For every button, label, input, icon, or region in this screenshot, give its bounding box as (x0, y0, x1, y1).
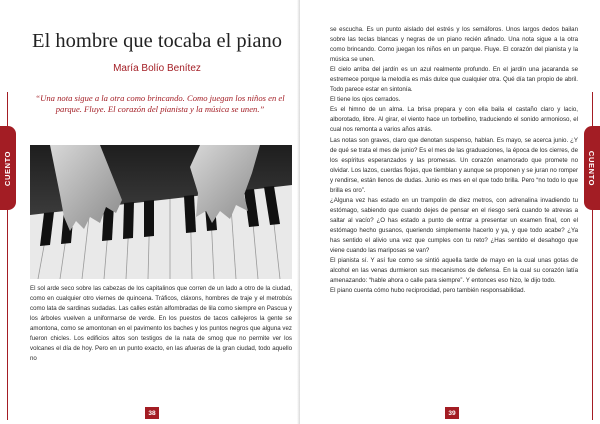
story-author: María Bolío Benítez (113, 63, 201, 74)
body-paragraph: Es el himno de un alma. La brisa prepara y con ella baila el castaño claro y lacio, alborotado, libre. Al girar, el viento hace un torbellino, traduciendo el sonido armonioso, el cual nos remonta a varios años atrás. (330, 106, 578, 134)
tab-rule (7, 92, 8, 126)
left-body-text (30, 284, 292, 364)
piano-hands-photo (30, 145, 292, 279)
tab-rule (592, 92, 593, 126)
tab-rule (592, 210, 593, 420)
body-paragraph: El pianista sí. Y así fue como se sintió aquella tarde de mayo en la cual unas gotas de alcohol en las venas durmieron sus mecanismos de defensa. En la cual su corazón latía amenazando: “hable ahora o calle para siempre”. Y entonces eso hizo, le dijo todo. (330, 257, 578, 285)
page-number-right: 39 (445, 407, 459, 419)
section-tab-label: CUENTO (587, 150, 597, 186)
body-paragraph: El sol arde seco sobre las cabezas de los capitalinos que corren de un lado a otro de la ciudad, como en cualquier otro viernes de quincena. Tráficos, cláxons, hombres de traje y el metrobús como lata de sardinas sudadas. Las calles están alfombradas de lila como siempre en Pascua y los árboles vuelven a uniformarse de verde. En los puestos de tacos callejeros la gente se amontona, como se amontonan en el pavimento los baches y los puntos negros que alguna vez fueron chicles. Los edificios altos son testigos de la nata de smog que no permite ver los volcanes el día de hoy. Pero en un punto exacto, en las afueras de la gran ciudad, todo aquello no (30, 285, 292, 363)
section-tab-left (0, 126, 16, 210)
right-body-text (330, 25, 578, 296)
body-paragraph: El cielo arriba del jardín es un azul realmente profundo. En el jardín una jacaranda se estremece porque la melodía es más dulce que cualquier otra. Qué día tan propio de abril. Todo parece estar en sintonía. (330, 66, 578, 94)
body-paragraph: Las notas son graves, claro que denotan suspenso, hablan. Es mayo, se acerca junio. ¿Y de qué se trata el mes de junio? Es el mes de las graduaciones, la época de los cierres, de los espíritus esperanzados y las promesas. Un corazón enamorado que promete no olvidar. Los lazos, cuerdas flojas, que tiemblan y aunque se proponen y se juran no romper y rendirse, están llenos de dudas. Junio es mes en el que todo brilla. Pero “no todo lo que brilla es oro”. (330, 136, 578, 194)
section-tab-label: CUENTO (3, 150, 13, 186)
body-paragraph: El tiene los ojos cerrados. (330, 96, 401, 104)
page-number-left: 38 (145, 407, 159, 419)
body-paragraph: se escucha. Es un punto aislado del estrés y los semáforos. Unos largos dedos bailan sobre las teclas blancas y negras de un piano recién afinado. Una nota sigue a la otra como brincando. Como juegan los niños en un parque. Fluye. El corazón del pianista y la música se unen. (330, 26, 578, 64)
story-title: El hombre que tocaba el piano (32, 30, 282, 52)
body-paragraph: ¿Alguna vez has estado en un trampolín de diez metros, con adrenalina invadiendo tu estómago, sabiendo que cuando dejes de pensar en el riesgo será cuando te atrevas a saltar al vacío? ¿O has estado a punto de entrar a presentar un examen final, con el estómago hecho gusanos, queriendo simplemente hacerlo y ya, y que todo acabe? ¿Ya has sentido el alivio una vez que cumples con tu reto? ¿Has sentido el desahogo que viene cuando las mariposas se van? (330, 196, 578, 255)
tab-rule (7, 210, 8, 420)
section-tab-right (584, 126, 600, 210)
piano-photo-graphic (30, 145, 292, 279)
epigraph-quote: “Una nota sigue a la otra como brincando. Como juegan los niños en el parque. Fluye. El corazón del pianista y la música se unen.” (35, 93, 285, 114)
body-paragraph: El piano cuenta cómo hubo reciprocidad, pero también responsabilidad. (330, 287, 526, 295)
